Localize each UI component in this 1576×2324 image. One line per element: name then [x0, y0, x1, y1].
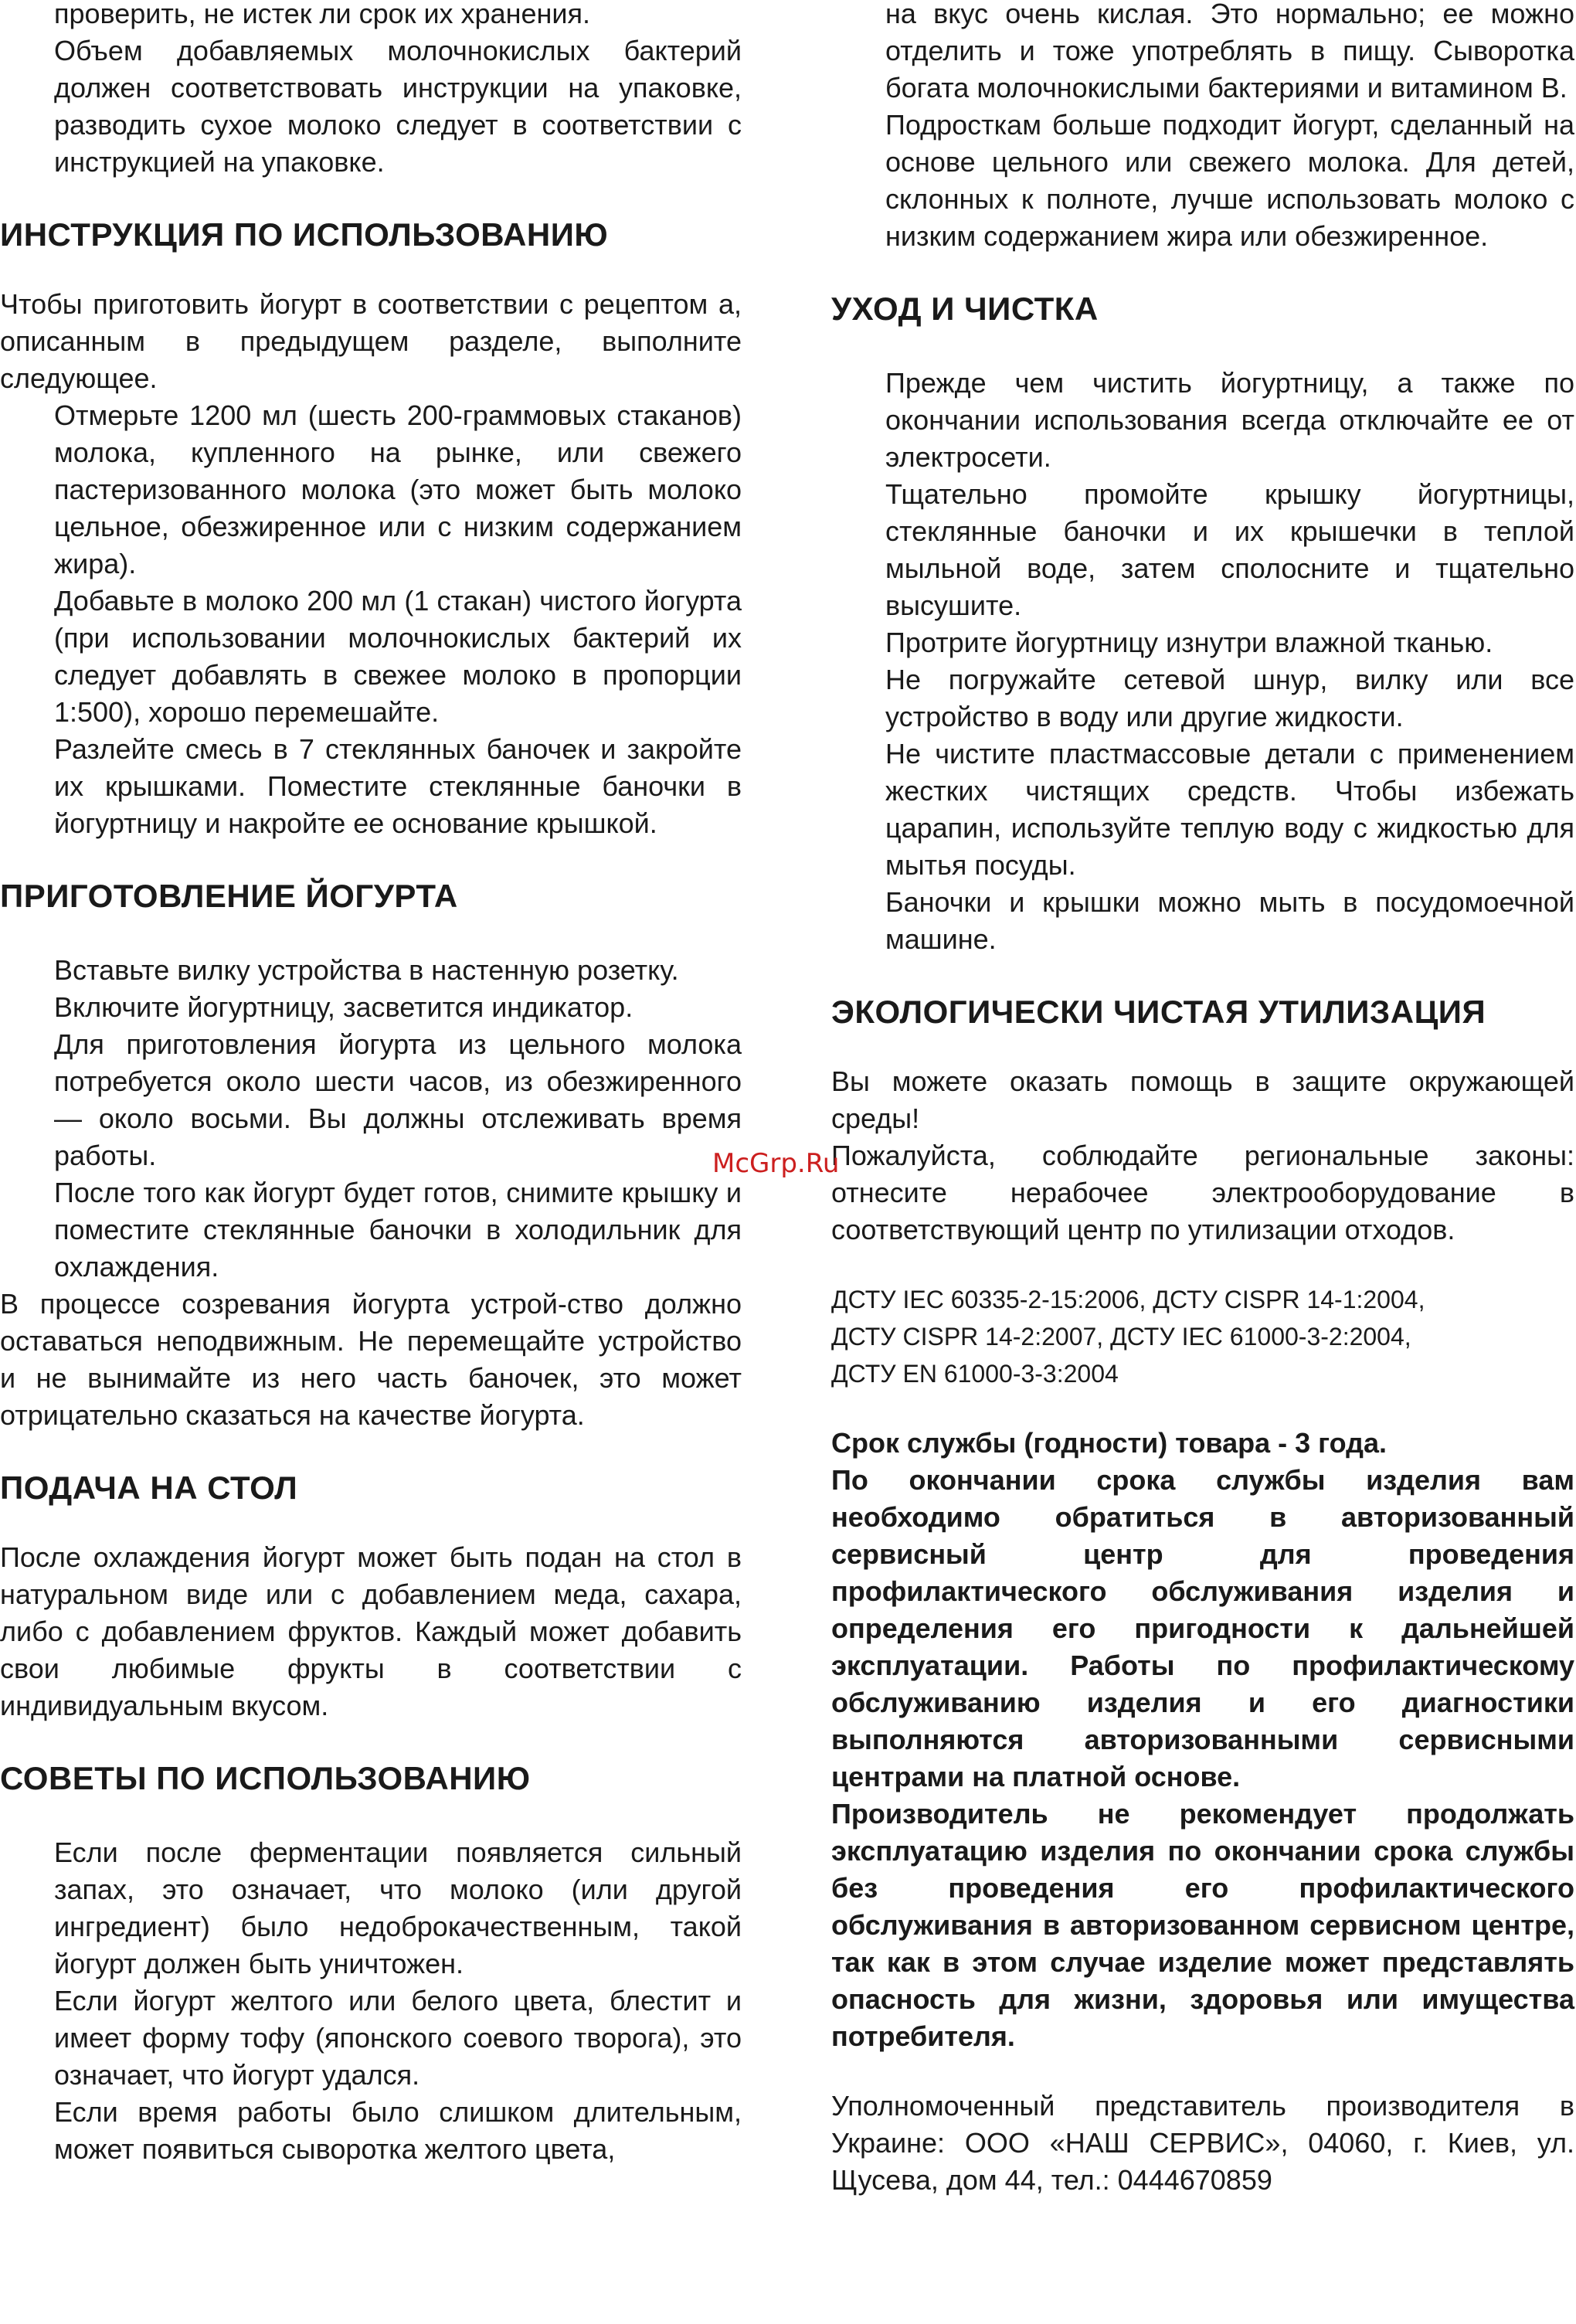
prep-step: Для приготовления йогурта из цельного молока потребуется около шести часов, из обезжиренного — около восьми. Вы должны отслеживать время работы.	[54, 1028, 742, 1171]
care-heading: УХОД И ЧИСТКА	[831, 290, 1099, 327]
prep-step: Вставьте вилку устройства в настенную розетку.	[54, 954, 679, 986]
prep-note: В процессе созревания йогурта устрой-ство должно оставаться неподвижным. Не перемещайте устройство и не вынимайте из него часть баночек, это может отрицательно сказаться на качестве йогурта.	[0, 1288, 742, 1431]
eco-text: Пожалуйста, соблюдайте региональные законы: отнесите нерабочее электрооборудование в соответствующий центр по утилизации отходов.	[831, 1140, 1574, 1245]
care-step: Протрите йогуртницу изнутри влажной тканью.	[885, 627, 1493, 658]
tip-item: Если время работы было слишком длительным, может появиться сыворотка желтого цвета,	[54, 2096, 742, 2165]
serving-text: После охлаждения йогурт может быть подан на стол в натуральном виде или с добавлением меда, сахара, либо с добавлением фруктов. Каждый может добавить свои любимые фрукты в соответствии с индивидуальным вкусом.	[0, 1541, 742, 1721]
eco-text: Вы можете оказать помощь в защите окружающей среды!	[831, 1065, 1574, 1134]
usage-intro: Чтобы приготовить йогурт в соответствии с рецептом а, описанным в предыдущем разделе, выполните следующее.	[0, 288, 742, 394]
standards-line: ДСТУ CISPR 14-2:2007, ДСТУ IEC 61000-3-2:2004,	[831, 1323, 1411, 1351]
tips-heading: СОВЕТЫ ПО ИСПОЛЬЗОВАНИЮ	[0, 1760, 531, 1796]
tip-item: Если йогурт желтого или белого цвета, блестит и имеет форму тофу (японского соевого творога), это означает, что йогурт удался.	[54, 1985, 742, 2091]
usage-step: Разлейте смесь в 7 стеклянных баночек и закройте их крышками. Поместите стеклянные баночки в йогуртницу и накройте ее основание крышкой.	[54, 733, 742, 839]
service-life: Срок службы (годности) товара - 3 года.	[831, 1427, 1387, 1459]
usage-heading: ИНСТРУКЦИЯ ПО ИСПОЛЬЗОВАНИЮ	[0, 216, 609, 253]
service-note: По окончании срока службы изделия вам необходимо обратиться в авторизованный сервисный центр для проведения профилактического обслуживания изделия и определения его пригодности к дальнейшей эксплуатации. Работы по профилактическому обслуживанию изделия и его диагностики выполняются авторизованными сервисными центрами на платной основе.	[831, 1464, 1574, 1792]
prep-step: Включите йогуртницу, засветится индикатор.	[54, 991, 633, 1023]
representative-info: Уполномоченный представитель производителя в Украине: ООО «НАШ СЕРВИС», 04060, г. Киев, ул. Щусева, дом 44, тел.: 0444670859	[831, 2090, 1574, 2196]
care-step: Тщательно промойте крышку йогуртницы, стеклянные баночки и их крышечки в теплой мыльной воде, затем сполосните и тщательно высушите.	[885, 478, 1574, 621]
left-column	[0, 0, 742, 2168]
right-column	[831, 0, 1574, 2199]
care-step: Прежде чем чистить йогуртницу, а также по окончании использования всегда отключайте ее от электросети.	[885, 367, 1574, 473]
serving-heading: ПОДАЧА НА СТОЛ	[0, 1469, 298, 1506]
tip-continued: Подросткам больше подходит йогурт, сделанный на основе цельного или свежего молока. Для детей, склонных к полноте, лучше использовать молоко с низким содержанием жира или обезжиренное.	[885, 109, 1574, 252]
tip-continued: на вкус очень кислая. Это нормально; ее можно отделить и тоже употреблять в пищу. Сыворотка богата молочнокислыми бактериями и витамином В.	[885, 0, 1574, 104]
usage-step: Отмерьте 1200 мл (шесть 200-граммовых стаканов) молока, купленного на рынке, или свежего пастеризованного молока (это может быть молоко цельное, обезжиренное или с низким содержанием жира).	[54, 399, 742, 579]
watermark: McGrp.Ru	[712, 1148, 840, 1179]
tip-item: Если после ферментации появляется сильный запах, это означает, что молоко (или другой ингредиент) было недоброкачественным, такой йогурт должен быть уничтожен.	[54, 1836, 742, 1979]
standards-line: ДСТУ IEC 60335-2-15:2006, ДСТУ CISPR 14-1:2004,	[831, 1286, 1425, 1313]
eco-heading: ЭКОЛОГИЧЕСКИ ЧИСТАЯ УТИЛИЗАЦИЯ	[831, 994, 1486, 1030]
manufacturer-note: Производитель не рекомендует продолжать эксплуатацию изделия по окончании срока службы без проведения его профилактического обслуживания в авторизованном сервисном центре, так как в этом случае изделие может представлять опасность для жизни, здоровья или имущества потребителя.	[831, 1798, 1574, 2052]
standards-line: ДСТУ EN 61000-3-3:2004	[831, 1360, 1119, 1388]
care-step: Не чистите пластмассовые детали с применением жестких чистящих средств. Чтобы избежать царапин, используйте теплую воду с жидкостью для мытья посуды.	[885, 738, 1574, 881]
prep-step: После того как йогурт будет готов, снимите крышку и поместите стеклянные баночки в холодильник для охлаждения.	[54, 1177, 742, 1283]
prep-heading: ПРИГОТОВЛЕНИЕ ЙОГУРТА	[0, 878, 458, 914]
bacteria-volume-text: Объем добавляемых молочнокислых бактерий должен соответствовать инструкции на упаковке, разводить сухое молоко следует в соответствии с инструкцией на упаковке.	[54, 35, 742, 178]
storage-check-text: проверить, не истек ли срок их хранения.	[54, 0, 590, 29]
usage-step: Добавьте в молоко 200 мл (1 стакан) чистого йогурта (при использовании молочнокислых бактерий их следует добавлять в свежее молоко в пропорции 1:500), хорошо перемешайте.	[54, 585, 742, 728]
care-step: Баночки и крышки можно мыть в посудомоечной машине.	[885, 886, 1574, 955]
care-step: Не погружайте сетевой шнур, вилку или все устройство в воду или другие жидкости.	[885, 664, 1574, 732]
